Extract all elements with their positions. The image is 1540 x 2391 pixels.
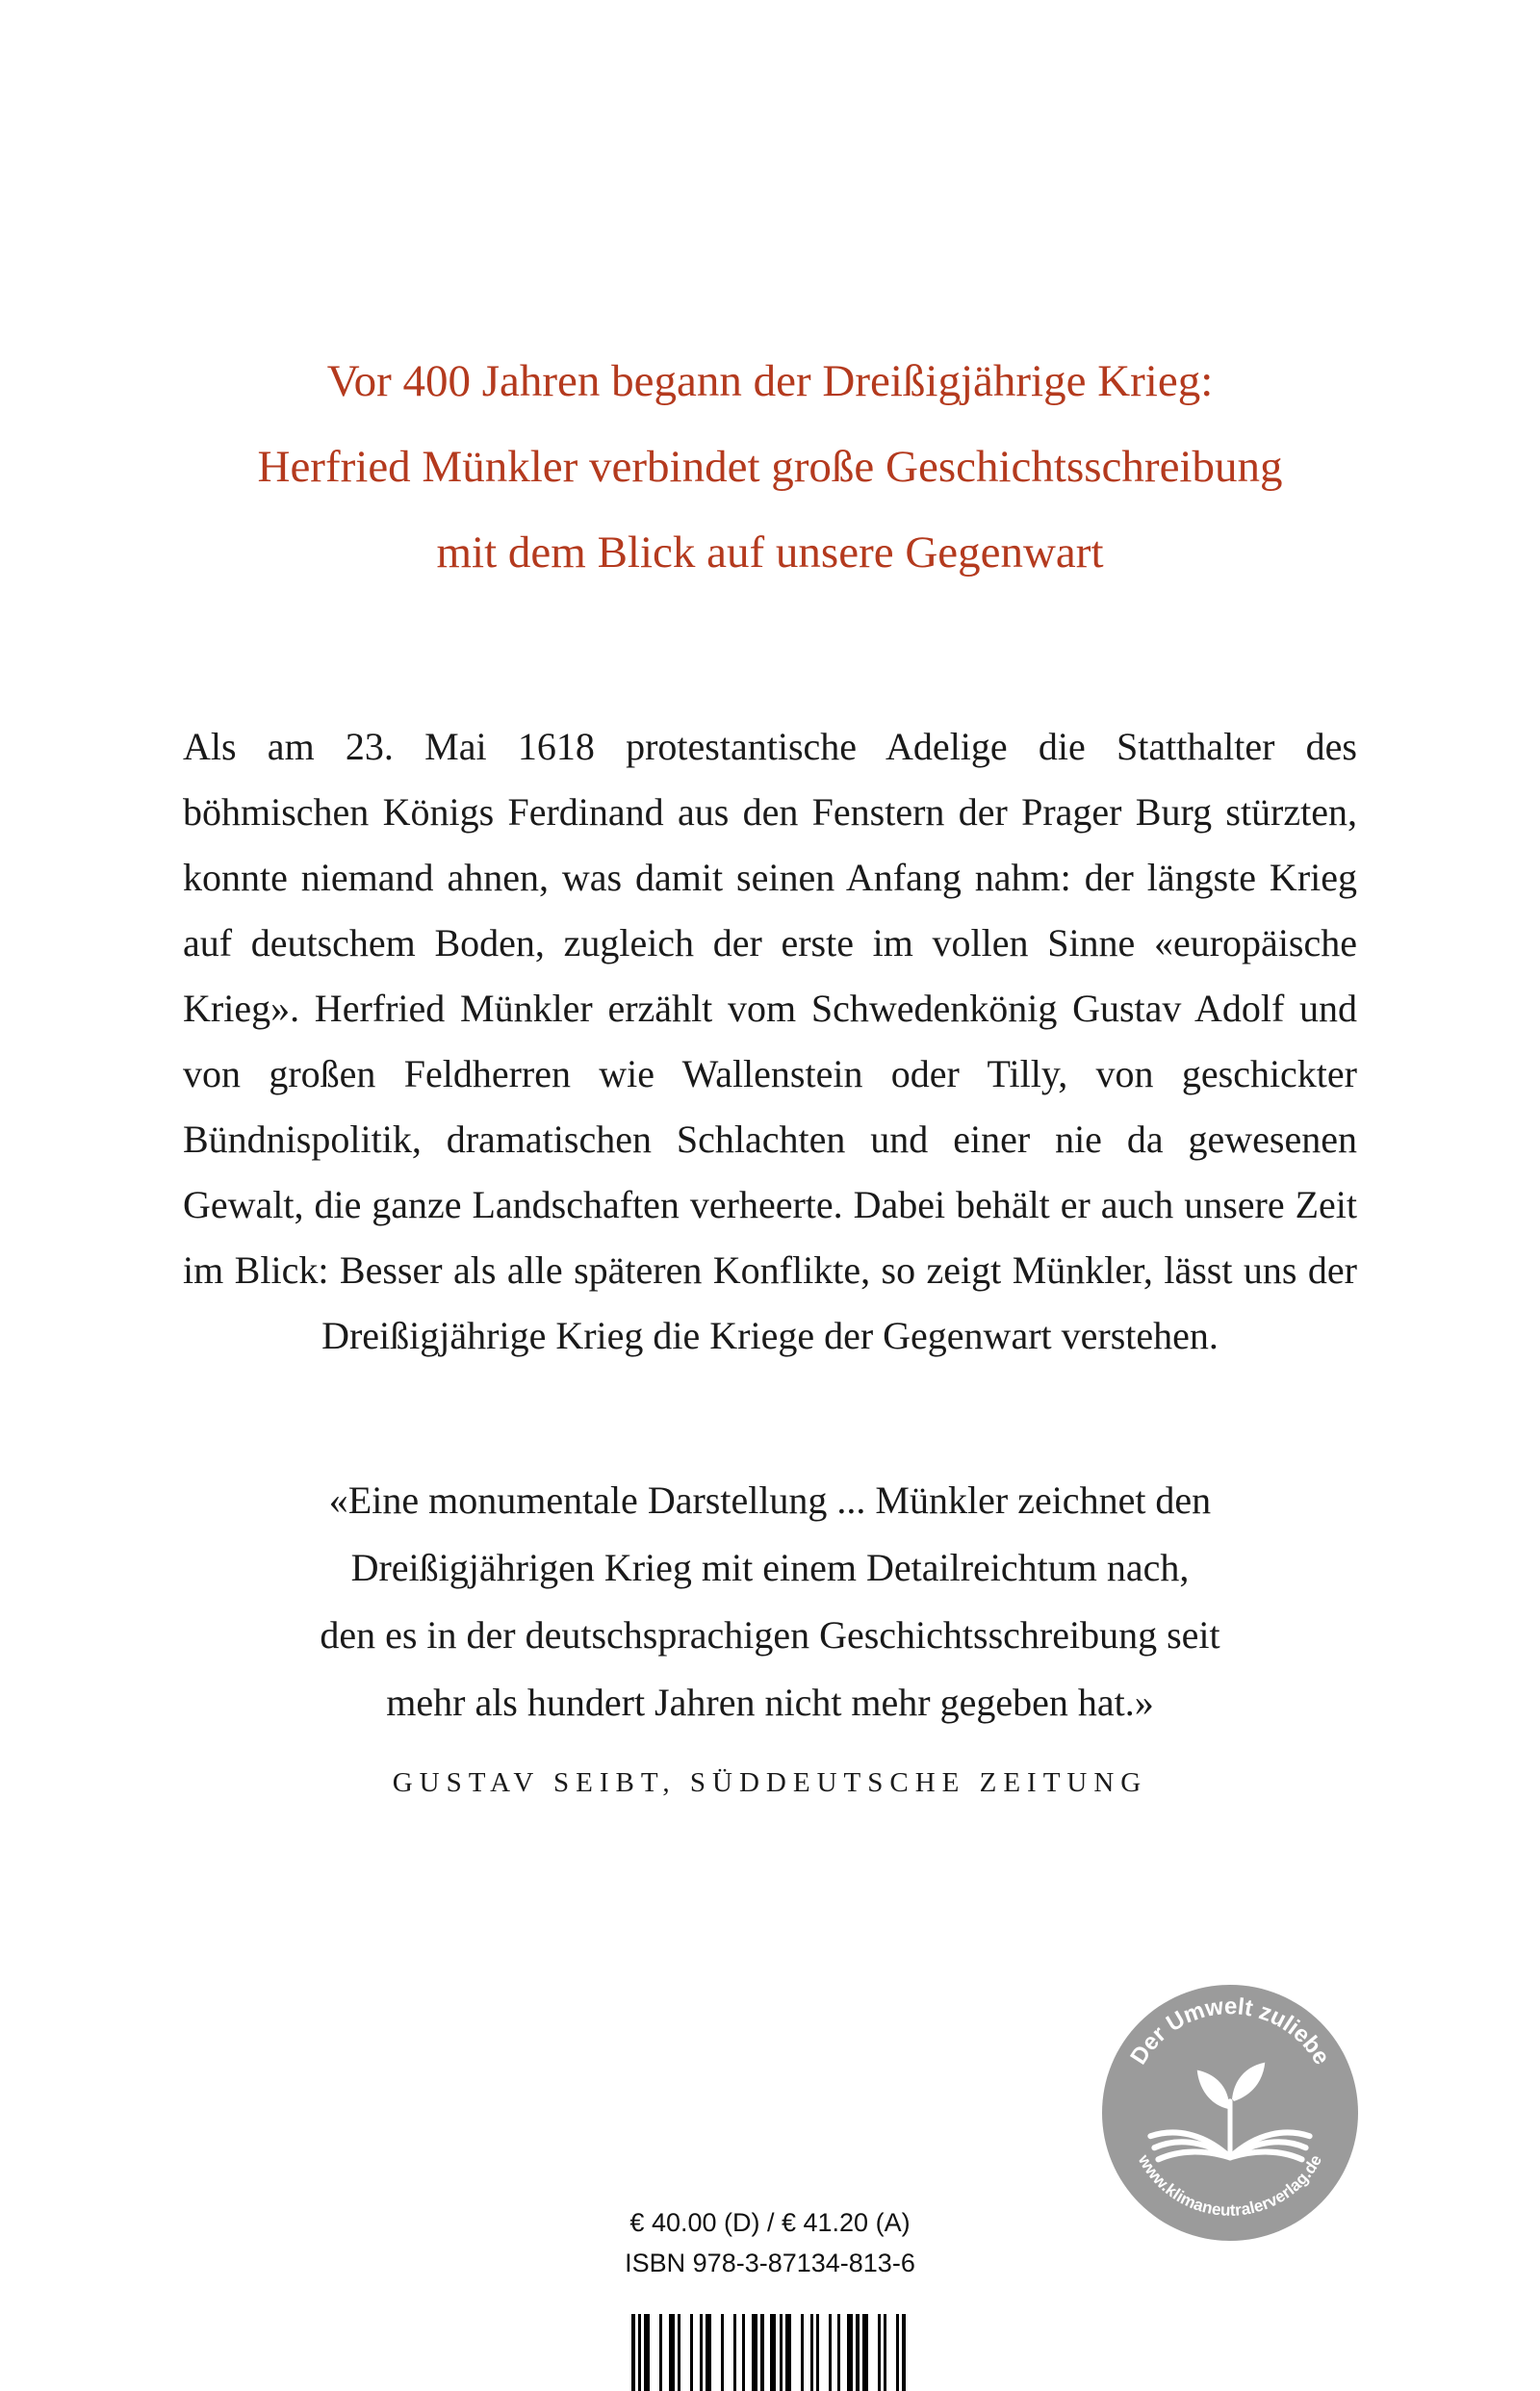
headline-line: Vor 400 Jahren begann der Dreißigjährige Krieg: <box>326 356 1214 406</box>
press-quote-line: den es in der deutschsprachigen Geschichtsschreibung seit <box>320 1613 1220 1657</box>
headline-line: Herfried Münkler verbindet große Geschichtsschreibung <box>257 442 1283 492</box>
headline <box>0 339 1540 596</box>
price-line: € 40.00 (D) / € 41.20 (A) <box>629 2208 911 2237</box>
eco-badge-graphic <box>1102 1985 1358 2241</box>
eco-badge <box>1102 1985 1358 2241</box>
isbn-line: ISBN 978-3-87134-813-6 <box>625 2249 915 2277</box>
press-quote-line: mehr als hundert Jahren nicht mehr gegeben hat.» <box>386 1681 1154 1724</box>
headline-line: mit dem Blick auf unsere Gegenwart <box>436 527 1104 578</box>
press-quote-line: «Eine monumentale Darstellung ... Münkler zeichnet den <box>328 1478 1212 1522</box>
quote-attribution: GUSTAV SEIBT, SÜDDEUTSCHE ZEITUNG <box>392 1767 1148 1798</box>
barcode <box>0 2314 1540 2391</box>
press-quote <box>0 1467 1540 1736</box>
press-quote-line: Dreißigjährigen Krieg mit einem Detailreichtum nach, <box>350 1546 1190 1589</box>
blurb-paragraph: Als am 23. Mai 1618 protestantische Adelige die Statthalter des böhmischen Königs Ferdinand aus den Fenstern der Prager Burg stürzten, konnte niemand ahnen, was damit seinen Anfang nahm: der längste Krieg auf deutschem Boden, zugleich der erste im vollen Sinne «europäische Krieg». Herfried Münkler erzählt vom Schwedenkönig Gustav Adolf und von großen Feldherren wie Wallenstein oder Tilly, von geschickter Bündnispolitik, dramatischen Schlachten und einer nie da gewesenen Gewalt, die ganze Landschaften verheerte. Dabei behält er auch unsere Zeit im Blick: Besser als alle späteren Konflikte, so zeigt Münkler, lässt uns der Dreißigjährige Krieg die Kriege der Gegenwart verstehen. <box>183 725 1357 1357</box>
badge-bottom-text: www.klimaneutralerverlag.de <box>1134 2151 1326 2220</box>
badge-top-text: Der Umwelt zuliebe <box>1125 1993 1335 2070</box>
